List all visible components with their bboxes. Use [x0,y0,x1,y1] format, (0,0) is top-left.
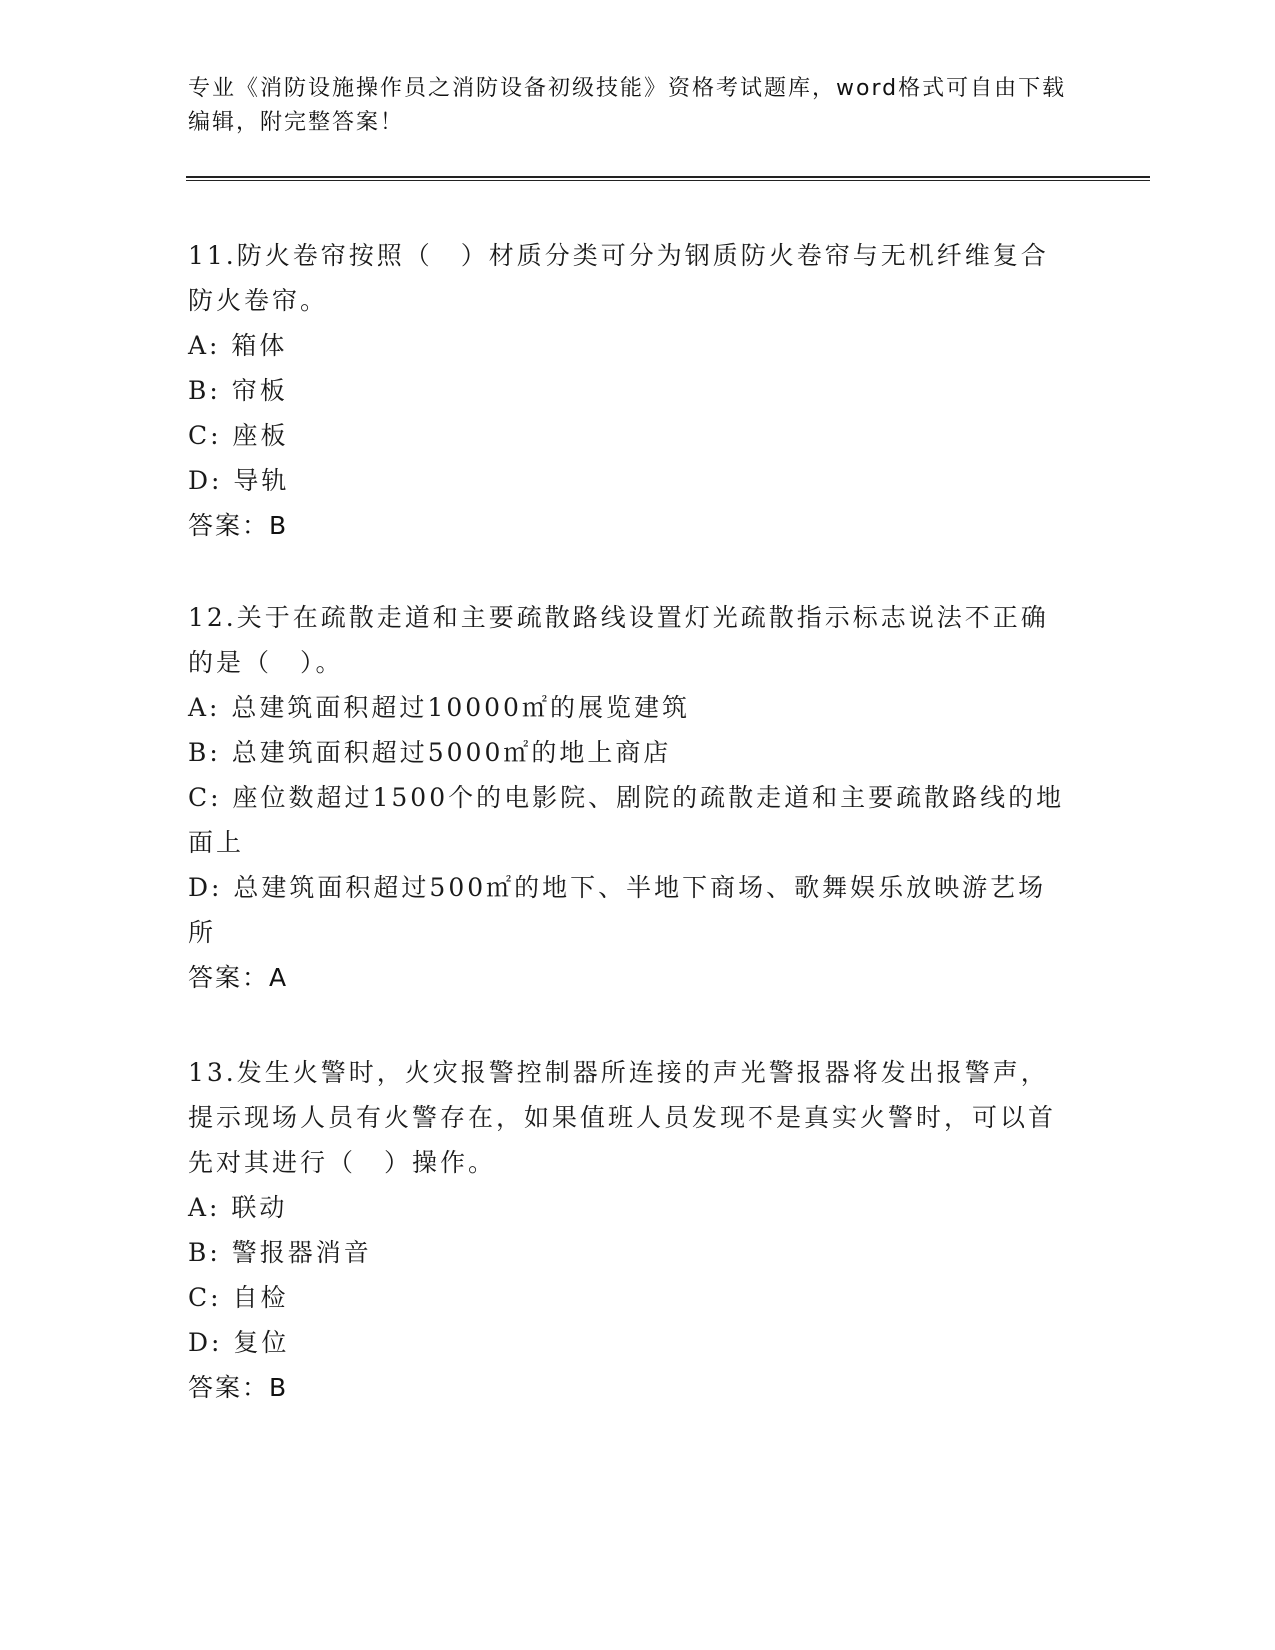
option-b: B: 帘板 [188,376,288,405]
document-header: 专业《消防设施操作员之消防设备初级技能》资格考试题库，word格式可自由下载编辑，附完整答案！ [188,76,1067,135]
option-a: A: 联动 [188,1193,288,1222]
option-b: B: 总建筑面积超过5000㎡的地上商店 [188,738,672,767]
option-c: C: 自检 [188,1283,289,1312]
option-d: D: 总建筑面积超过500㎡的地下、半地下商场、歌舞娱乐放映游艺场所 [188,873,1047,947]
question-12 [188,595,1068,1000]
answer: 答案：A [188,963,289,992]
option-c: C: 座位数超过1500个的电影院、剧院的疏散走道和主要疏散路线的地面上 [188,783,1065,857]
question-11 [188,233,1068,548]
option-b: B: 警报器消音 [188,1238,372,1267]
answer: 答案：B [188,511,289,540]
question-stem: 11.防火卷帘按照（ ）材质分类可分为钢质防火卷帘与无机纤维复合防火卷帘。 [188,241,1049,315]
option-d: D: 复位 [188,1328,290,1357]
option-a: A: 箱体 [188,331,288,360]
question-13 [188,1050,1068,1410]
answer: 答案：B [188,1373,289,1402]
option-a: A: 总建筑面积超过10000㎡的展览建筑 [188,693,690,722]
question-stem: 13.发生火警时，火灾报警控制器所连接的声光警报器将发出报警声，提示现场人员有火警存在，如果值班人员发现不是真实火警时，可以首先对其进行（ ）操作。 [188,1058,1057,1177]
option-d: D: 导轨 [188,466,290,495]
header-divider [186,176,1150,181]
option-c: C: 座板 [188,421,289,450]
question-stem: 12.关于在疏散走道和主要疏散路线设置灯光疏散指示标志说法不正确的是（ ）。 [188,603,1049,677]
